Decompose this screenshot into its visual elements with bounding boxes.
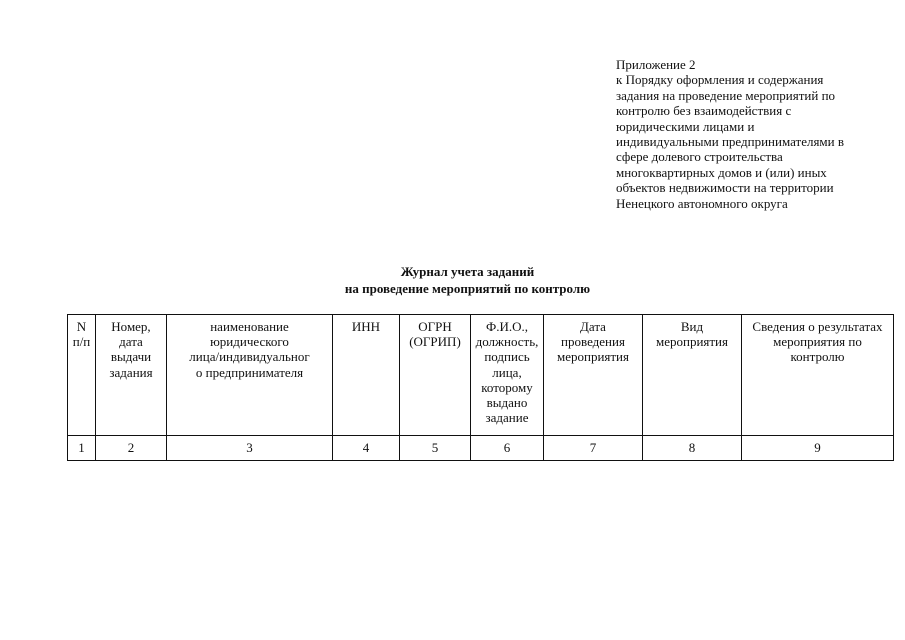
header-cell-inn: ИНН — [333, 315, 400, 436]
appendix-line: задания на проведение мероприятий по — [616, 87, 836, 103]
header-cell-entity-name: наименование юридического лица/индивидуальног о предпринимателя — [167, 315, 333, 436]
table-header-row — [68, 315, 894, 436]
column-number-cell: 5 — [400, 436, 471, 461]
column-number-cell: 8 — [643, 436, 742, 461]
appendix-line: контролю без взаимодействия с — [616, 103, 792, 119]
appendix-line: сфере долевого строительства — [616, 149, 783, 165]
column-number-cell: 7 — [544, 436, 643, 461]
appendix-line: Приложение 2 — [616, 57, 696, 72]
header-cell-issued-to: Ф.И.О., должность, подпись лица, которому выдано задание — [471, 315, 544, 436]
header-cell-number: N п/п — [68, 315, 96, 436]
column-number-cell: 2 — [96, 436, 167, 461]
header-cell-event-type: Вид мероприятия — [643, 315, 742, 436]
header-cell-task-number-date: Номер, дата выдачи задания — [96, 315, 167, 436]
appendix-note — [616, 57, 888, 211]
appendix-line: юридическими лицами и — [616, 118, 755, 134]
appendix-line: Ненецкого автономного округа — [616, 195, 788, 211]
journal-table — [67, 314, 894, 461]
appendix-line: объектов недвижимости на территории — [616, 180, 834, 196]
journal-subtitle: на проведение мероприятий по контролю — [344, 281, 591, 296]
header-cell-event-date: Дата проведения мероприятия — [544, 315, 643, 436]
column-number-cell: 3 — [167, 436, 333, 461]
header-cell-results: Сведения о результатах мероприятия по контролю — [742, 315, 894, 436]
column-number-cell: 4 — [333, 436, 400, 461]
header-cell-ogrn: ОГРН (ОГРИП) — [400, 315, 471, 436]
appendix-line: индивидуальными предпринимателями в — [616, 134, 845, 150]
appendix-line: к Порядку оформления и содержания — [616, 72, 824, 88]
journal-title: Журнал учета заданий — [400, 264, 535, 279]
column-number-cell: 1 — [68, 436, 96, 461]
column-number-cell: 6 — [471, 436, 544, 461]
appendix-line: многоквартирных домов и (или) иных — [616, 164, 827, 180]
column-number-cell: 9 — [742, 436, 894, 461]
table-number-row — [68, 436, 894, 461]
